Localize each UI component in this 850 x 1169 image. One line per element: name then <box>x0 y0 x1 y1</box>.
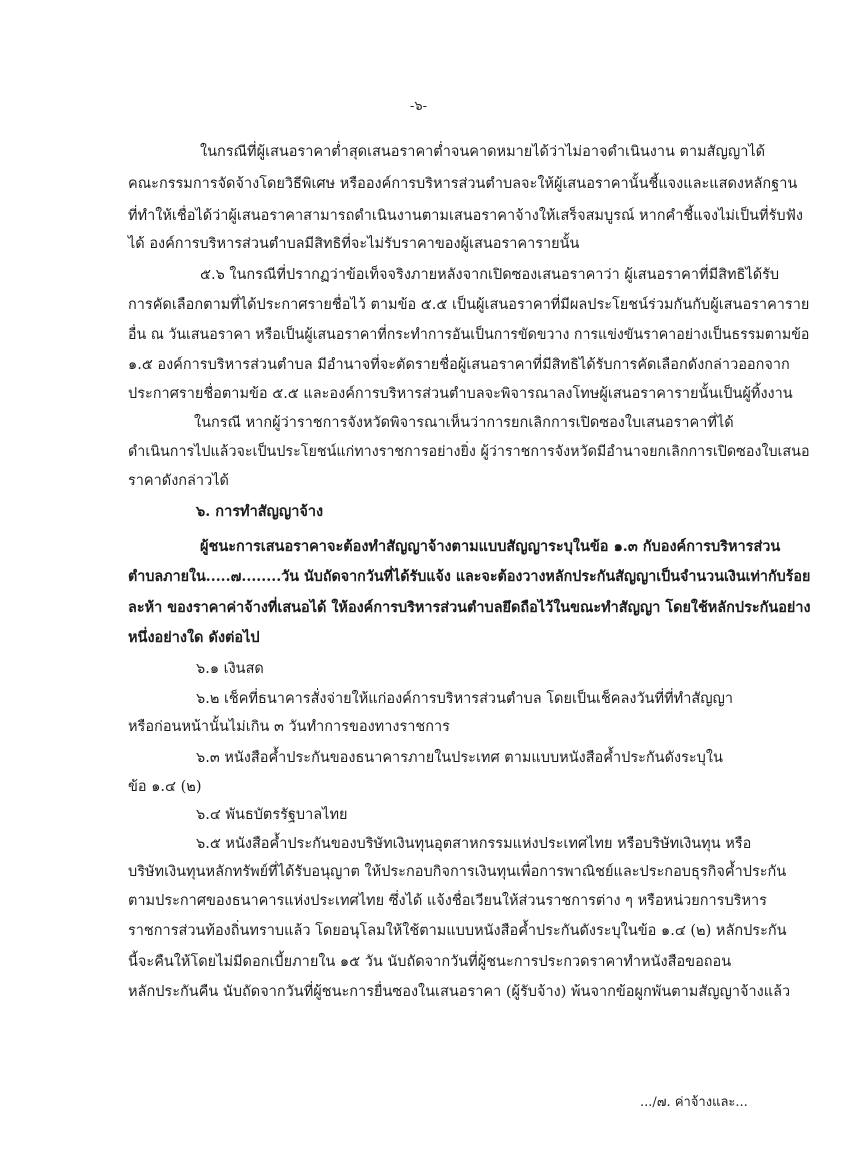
text-line: ประกาศรายชื่อตามข้อ ๕.๕ และองค์การบริหารส่วนตำบลจะพิจารณาลงโทษผู้เสนอราคารายนั้นเป็นผู้ทิ้งงาน <box>128 386 793 402</box>
text-line: ๕.๖ ในกรณีที่ปรากฏว่าข้อเท็จจริงภายหลังจากเปิดซองเสนอราคาว่า ผู้เสนอราคาที่มีสิทธิได้รับ <box>200 267 780 283</box>
text-line: ดำเนินการไปแล้วจะเป็นประโยชน์แก่ทางราชการอย่างยิ่ง ผู้ว่าราชการจังหวัดมีอำนาจยกเลิกการเปิดซองใบเสนอ <box>128 444 810 460</box>
text-line: ในกรณีที่ผู้เสนอราคาต่ำสุดเสนอราคาต่ำจนคาดหมายได้ว่าไม่อาจดำเนินงาน ตามสัญญาได้ <box>200 144 766 160</box>
text-line: ราคาดังกล่าวได้ <box>128 473 229 489</box>
section-heading: ๖. การทำสัญญาจ้าง <box>196 503 324 520</box>
list-item: ๖.๓ หนังสือค้ำประกันของธนาคารภายในประเทศ ตามแบบหนังสือค้ำประกันดังระบุใน <box>196 750 723 766</box>
text-line: ตำบลภายใน.....๗........วัน นับถัดจากวันที่ได้รับแจ้ง และจะต้องวางหลักประกันสัญญาเป็นจำนวนเงินเท่ากับร้อย <box>128 568 811 585</box>
list-item: ๖.๔ พันธบัตรรัฐบาลไทย <box>196 807 348 823</box>
text-line: อื่น ณ วันเสนอราคา หรือเป็นผู้เสนอราคาที่กระทำการอันเป็นการขัดขวาง การแข่งขันราคาอย่างเป็นธรรมตามข้อ <box>128 327 810 343</box>
text-line: ที่ทำให้เชื่อได้ว่าผู้เสนอราคาสามารถดำเนินงานตามเสนอราคาจ้างให้เสร็จสมบูรณ์ หากคำชี้แจงไม่เป็นที่รับฟัง <box>128 208 803 224</box>
text-line: ในกรณี หากผู้ว่าราชการจังหวัดพิจารณาเห็นว่าการยกเลิกการเปิดซองใบเสนอราคาที่ได้ <box>194 415 734 431</box>
page-number: -๖- <box>410 99 428 114</box>
list-item: ๖.๑ เงินสด <box>196 661 264 677</box>
text-line: ตามประกาศของธนาคารแห่งประเทศไทย ซึ่งได้ แจ้งชื่อเวียนให้ส่วนราชการต่าง ๆ หรือหน่วยการบริหาร <box>128 893 767 909</box>
text-line: ละห้า ของราคาค่าจ้างที่เสนอได้ ให้องค์การบริหารส่วนตำบลยึดถือไว้ในขณะทำสัญญา โดยใช้หลักประกันอย่าง <box>128 599 811 616</box>
text-line: ๑.๕ องค์การบริหารส่วนตำบล มีอำนาจที่จะตัดรายชื่อผู้เสนอราคาที่มีสิทธิได้รับการคัดเลือกดังกล่าวออกจาก <box>128 357 790 373</box>
text-line: หลักประกันคืน นับถัดจากวันที่ผู้ชนะการยื่นซองในเสนอราคา (ผู้รับจ้าง) พ้นจากข้อผูกพันตามสัญญาจ้างแล้ว <box>128 984 791 1000</box>
text-line: การคัดเลือกตามที่ได้ประกาศรายชื่อไว้ ตามข้อ ๕.๕ เป็นผู้เสนอราคาที่มีผลประโยชน์ร่วมกันกับผู้เสนอราคาราย <box>128 297 810 313</box>
text-line: ผู้ชนะการเสนอราคาจะต้องทำสัญญาจ้างตามแบบสัญญาระบุในข้อ ๑.๓ กับองค์การบริหารส่วน <box>200 538 781 555</box>
list-item: ๖.๕ หนังสือค้ำประกันของบริษัทเงินทุนอุตสาหกรรมแห่งประเทศไทย หรือบริษัทเงินทุน หรือ <box>196 836 752 852</box>
text-line: คณะกรรมการจัดจ้างโดยวิธีพิเศษ หรือองค์การบริหารส่วนตำบลจะให้ผู้เสนอราคานั้นชี้แจงและแสดงหลักฐาน <box>128 176 798 192</box>
footer-continuation: .../๗. ค่าจ้างและ... <box>640 1095 748 1110</box>
text-line: หรือก่อนหน้านั้นไม่เกิน ๓ วันทำการของทางราชการ <box>128 719 450 735</box>
text-line: ได้ องค์การบริหารส่วนตำบลมีสิทธิที่จะไม่รับราคาของผู้เสนอราคารายนั้น <box>128 236 580 252</box>
text-line: ราชการส่วนท้องถิ่นทราบแล้ว โดยอนุโลมให้ใช้ตามแบบหนังสือค้ำประกันดังระบุในข้อ ๑.๔ (๒) หลักประกัน <box>128 923 787 939</box>
text-line: บริษัทเงินทุนหลักทรัพย์ที่ได้รับอนุญาต ให้ประกอบกิจการเงินทุนเพื่อการพาณิชย์และประกอบธุรกิจค้ำประกัน <box>128 864 787 880</box>
text-line: ข้อ ๑.๔ (๒) <box>128 779 202 795</box>
text-line: นี้จะคืนให้โดยไม่มีดอกเบี้ยภายใน ๑๕ วัน นับถัดจากวันที่ผู้ชนะการประกวดราคาทำหนังสือขอถอน <box>128 954 732 970</box>
list-item: ๖.๒ เช็คที่ธนาคารสั่งจ่ายให้แก่องค์การบริหารส่วนตำบล โดยเป็นเช็คลงวันที่ที่ทำสัญญา <box>196 691 734 707</box>
text-line: หนึ่งอย่างใด ดังต่อไป <box>128 629 260 646</box>
